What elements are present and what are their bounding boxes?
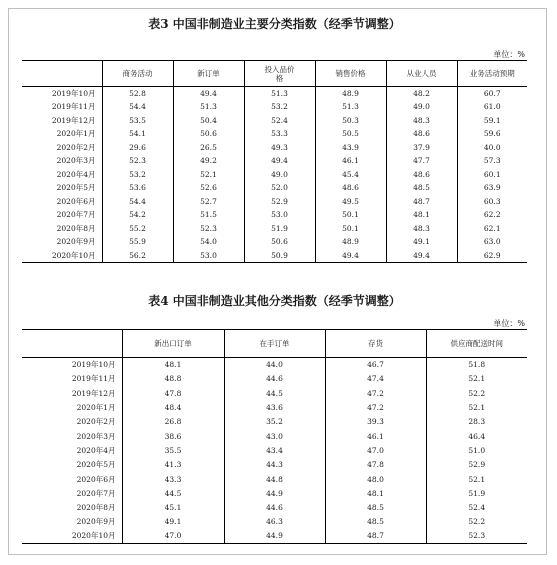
table4-cell-value: 46.4 bbox=[426, 429, 527, 443]
table4-cell-value: 47.8 bbox=[122, 386, 224, 400]
table4-row bbox=[22, 486, 527, 500]
table4-cell-period: 2020年5月 bbox=[76, 460, 116, 470]
table3-cell-value: 53.5 bbox=[102, 114, 173, 128]
table3-cell-value: 48.2 bbox=[386, 87, 457, 101]
table4-cell-value: 52.9 bbox=[426, 458, 527, 472]
table3-row bbox=[22, 127, 527, 141]
table3-cell-value: 50.6 bbox=[244, 235, 315, 249]
table3-header-sales-price: 销售价格 bbox=[315, 61, 386, 87]
table4-cell-value: 44.5 bbox=[224, 386, 325, 400]
table4-cell-period: 2019年12月 bbox=[71, 388, 116, 398]
table3-row bbox=[22, 195, 527, 209]
table4-header-supplier-delivery-time: 供应商配送时间 bbox=[426, 330, 527, 358]
table3-row bbox=[22, 222, 527, 236]
table4-cell-value: 47.2 bbox=[325, 400, 426, 414]
table4-cell-value: 52.2 bbox=[426, 386, 527, 400]
table4-cell-period: 2020年7月 bbox=[76, 488, 116, 498]
table3-cell-value: 48.9 bbox=[315, 87, 386, 101]
table3-cell-value: 53.0 bbox=[173, 249, 244, 263]
table3-cell-value: 29.6 bbox=[102, 141, 173, 155]
table3-cell-period: 2020年5月 bbox=[56, 183, 96, 193]
table4-cell-value: 43.3 bbox=[122, 472, 224, 486]
table3-cell-value: 40.0 bbox=[457, 141, 527, 155]
table3-cell-value: 52.1 bbox=[173, 168, 244, 182]
table3-cell-value: 53.3 bbox=[244, 127, 315, 141]
table4-cell-value: 52.1 bbox=[426, 372, 527, 386]
table4-cell-value: 51.8 bbox=[426, 358, 527, 372]
table4-cell-value: 48.5 bbox=[325, 500, 426, 514]
table3-cell-value: 52.8 bbox=[102, 87, 173, 101]
table3-cell-value: 45.4 bbox=[315, 168, 386, 182]
table4-header-new-export-orders: 新出口订单 bbox=[122, 330, 224, 358]
table3-cell-value: 49.4 bbox=[244, 154, 315, 168]
table4-cell-value: 47.8 bbox=[325, 458, 426, 472]
table3-cell-period: 2020年8月 bbox=[56, 223, 96, 233]
table3-cell-value: 52.0 bbox=[244, 181, 315, 195]
table3-row bbox=[22, 87, 527, 101]
table4-cell-value: 45.1 bbox=[122, 500, 224, 514]
table3-cell-value: 52.7 bbox=[173, 195, 244, 209]
table4-row bbox=[22, 429, 527, 443]
table4-cell-value: 47.0 bbox=[122, 529, 224, 543]
table4-cell-period: 2020年9月 bbox=[76, 517, 116, 527]
table4-row bbox=[22, 372, 527, 386]
table3-cell-value: 48.1 bbox=[386, 208, 457, 222]
table3-cell-value: 48.5 bbox=[386, 181, 457, 195]
table3-cell-value: 63.0 bbox=[457, 235, 527, 249]
table4-cell-value: 44.8 bbox=[224, 472, 325, 486]
table3-cell-value: 59.6 bbox=[457, 127, 527, 141]
table4-section bbox=[22, 293, 527, 544]
table3-cell-period: 2020年7月 bbox=[56, 210, 96, 220]
table3-cell-value: 51.5 bbox=[173, 208, 244, 222]
table3-row bbox=[22, 100, 527, 114]
table3-cell-value: 52.4 bbox=[244, 114, 315, 128]
table4-row bbox=[22, 500, 527, 514]
table3-cell-value: 53.6 bbox=[102, 181, 173, 195]
table3-cell-value: 48.3 bbox=[386, 222, 457, 236]
table3-cell-value: 63.9 bbox=[457, 181, 527, 195]
table3-cell-period: 2020年1月 bbox=[56, 129, 96, 139]
table4 bbox=[22, 329, 527, 544]
table4-row bbox=[22, 358, 527, 372]
table4-row bbox=[22, 515, 527, 529]
table4-cell-period: 2020年3月 bbox=[76, 431, 116, 441]
table4-cell-value: 39.3 bbox=[325, 415, 426, 429]
table4-cell-value: 35.5 bbox=[122, 443, 224, 457]
table3-cell-period: 2020年2月 bbox=[56, 142, 96, 152]
table3-cell-value: 50.1 bbox=[315, 222, 386, 236]
table4-cell-value: 41.3 bbox=[122, 458, 224, 472]
table3-cell-value: 48.3 bbox=[386, 114, 457, 128]
table3-cell-value: 49.4 bbox=[386, 249, 457, 263]
table3-cell-value: 49.4 bbox=[315, 249, 386, 263]
table3-cell-value: 62.2 bbox=[457, 208, 527, 222]
table3-cell-value: 53.2 bbox=[244, 100, 315, 114]
table4-cell-value: 38.6 bbox=[122, 429, 224, 443]
table3-cell-value: 59.1 bbox=[457, 114, 527, 128]
table4-row bbox=[22, 443, 527, 457]
table4-cell-value: 44.5 bbox=[122, 486, 224, 500]
table4-row bbox=[22, 415, 527, 429]
table3-cell-period: 2020年6月 bbox=[56, 196, 96, 206]
table3-cell-value: 60.3 bbox=[457, 195, 527, 209]
table4-body bbox=[22, 358, 527, 544]
table4-cell-value: 46.3 bbox=[224, 515, 325, 529]
table3-cell-value: 50.3 bbox=[315, 114, 386, 128]
table3-header-period bbox=[22, 61, 102, 87]
table3-cell-value: 50.6 bbox=[173, 127, 244, 141]
table3-cell-value: 53.2 bbox=[102, 168, 173, 182]
table3-cell-period: 2019年11月 bbox=[51, 102, 96, 112]
table4-cell-period: 2019年10月 bbox=[71, 360, 116, 370]
table3-cell-value: 62.9 bbox=[457, 249, 527, 263]
table4-cell-period: 2020年4月 bbox=[76, 445, 116, 455]
table4-cell-value: 44.0 bbox=[224, 358, 325, 372]
table3-cell-value: 52.3 bbox=[173, 222, 244, 236]
table4-cell-value: 52.3 bbox=[426, 529, 527, 543]
table4-cell-value: 48.1 bbox=[122, 358, 224, 372]
table3-title: 表3 中国非制造业主要分类指数（经季节调整） bbox=[148, 17, 401, 31]
table4-cell-value: 48.4 bbox=[122, 400, 224, 414]
table4-cell-value: 44.9 bbox=[224, 529, 325, 543]
table4-cell-value: 35.2 bbox=[224, 415, 325, 429]
table3-cell-value: 49.1 bbox=[386, 235, 457, 249]
table3-cell-value: 55.2 bbox=[102, 222, 173, 236]
table3 bbox=[22, 60, 527, 263]
table4-row bbox=[22, 472, 527, 486]
table3-row bbox=[22, 235, 527, 249]
table4-cell-value: 26.8 bbox=[122, 415, 224, 429]
table4-cell-value: 52.4 bbox=[426, 500, 527, 514]
table4-cell-period: 2020年6月 bbox=[76, 474, 116, 484]
table4-cell-value: 51.9 bbox=[426, 486, 527, 500]
table3-row bbox=[22, 154, 527, 168]
table4-cell-value: 43.6 bbox=[224, 400, 325, 414]
table3-cell-value: 49.0 bbox=[386, 100, 457, 114]
table4-cell-value: 49.1 bbox=[122, 515, 224, 529]
table3-row bbox=[22, 181, 527, 195]
table3-cell-value: 46.1 bbox=[315, 154, 386, 168]
table4-cell-period: 2019年11月 bbox=[71, 374, 116, 384]
table3-cell-value: 52.3 bbox=[102, 154, 173, 168]
table3-cell-value: 48.6 bbox=[386, 127, 457, 141]
table3-header-employment: 从业人员 bbox=[386, 61, 457, 87]
table4-cell-value: 48.8 bbox=[122, 372, 224, 386]
table3-cell-value: 50.1 bbox=[315, 208, 386, 222]
table3-cell-value: 51.3 bbox=[315, 100, 386, 114]
table3-cell-value: 53.0 bbox=[244, 208, 315, 222]
table3-cell-value: 54.0 bbox=[173, 235, 244, 249]
table3-cell-value: 43.9 bbox=[315, 141, 386, 155]
table3-cell-value: 47.7 bbox=[386, 154, 457, 168]
table3-cell-value: 54.4 bbox=[102, 195, 173, 209]
table4-header-backlog-orders: 在手订单 bbox=[224, 330, 325, 358]
table3-cell-value: 60.7 bbox=[457, 87, 527, 101]
table4-cell-value: 52.2 bbox=[426, 515, 527, 529]
table3-cell-period: 2019年12月 bbox=[51, 115, 96, 125]
table4-cell-value: 44.9 bbox=[224, 486, 325, 500]
table3-cell-value: 62.1 bbox=[457, 222, 527, 236]
table4-cell-value: 44.3 bbox=[224, 458, 325, 472]
table3-cell-value: 54.4 bbox=[102, 100, 173, 114]
table3-cell-value: 50.9 bbox=[244, 249, 315, 263]
table3-section bbox=[22, 16, 527, 263]
table3-row bbox=[22, 249, 527, 263]
table4-cell-period: 2020年1月 bbox=[76, 403, 116, 413]
table4-cell-value: 44.6 bbox=[224, 372, 325, 386]
table3-cell-value: 57.3 bbox=[457, 154, 527, 168]
table3-cell-period: 2020年4月 bbox=[56, 169, 96, 179]
table4-cell-value: 47.2 bbox=[325, 386, 426, 400]
table4-cell-value: 52.1 bbox=[426, 472, 527, 486]
table3-header-expectation bbox=[457, 61, 527, 87]
table3-cell-value: 60.1 bbox=[457, 168, 527, 182]
table3-cell-value: 51.3 bbox=[244, 87, 315, 101]
table3-row bbox=[22, 208, 527, 222]
table4-unit: 单位：% bbox=[493, 319, 525, 328]
table4-cell-period: 2020年2月 bbox=[76, 417, 116, 427]
table4-title: 表4 中国非制造业其他分类指数（经季节调整） bbox=[148, 294, 401, 308]
table4-cell-value: 48.5 bbox=[325, 515, 426, 529]
table3-cell-period: 2020年3月 bbox=[56, 156, 96, 166]
table3-cell-value: 50.5 bbox=[315, 127, 386, 141]
table3-cell-value: 49.0 bbox=[244, 168, 315, 182]
table3-header-business-activity: 商务活动 bbox=[102, 61, 173, 87]
table4-cell-value: 48.0 bbox=[325, 472, 426, 486]
table4-header-inventory: 存货 bbox=[325, 330, 426, 358]
table4-cell-period: 2020年10月 bbox=[71, 531, 116, 541]
table3-cell-value: 49.5 bbox=[315, 195, 386, 209]
table4-header-row bbox=[22, 330, 527, 358]
table3-row bbox=[22, 141, 527, 155]
table4-cell-value: 46.7 bbox=[325, 358, 426, 372]
table4-cell-value: 51.0 bbox=[426, 443, 527, 457]
table4-cell-value: 43.4 bbox=[224, 443, 325, 457]
table4-cell-value: 47.4 bbox=[325, 372, 426, 386]
table3-cell-period: 2020年10月 bbox=[51, 250, 96, 260]
table3-cell-period: 2020年9月 bbox=[56, 237, 96, 247]
table3-cell-value: 55.9 bbox=[102, 235, 173, 249]
table3-cell-value: 37.9 bbox=[386, 141, 457, 155]
table3-header-input-price-label: 投入品价格 bbox=[264, 64, 295, 83]
table4-cell-value: 43.0 bbox=[224, 429, 325, 443]
table4-cell-value: 52.1 bbox=[426, 400, 527, 414]
table4-cell-value: 46.1 bbox=[325, 429, 426, 443]
table3-cell-value: 61.0 bbox=[457, 100, 527, 114]
table3-cell-value: 50.4 bbox=[173, 114, 244, 128]
table4-cell-value: 48.7 bbox=[325, 529, 426, 543]
table3-cell-value: 51.3 bbox=[173, 100, 244, 114]
table3-cell-value: 52.9 bbox=[244, 195, 315, 209]
table4-cell-value: 47.0 bbox=[325, 443, 426, 457]
table3-cell-value: 49.2 bbox=[173, 154, 244, 168]
table4-cell-period: 2020年8月 bbox=[76, 503, 116, 513]
table3-cell-value: 54.1 bbox=[102, 127, 173, 141]
table3-cell-value: 48.9 bbox=[315, 235, 386, 249]
table4-row bbox=[22, 386, 527, 400]
table3-cell-value: 49.4 bbox=[173, 87, 244, 101]
table3-cell-value: 54.2 bbox=[102, 208, 173, 222]
table3-header-expectation-label: 业务活动预期 bbox=[469, 69, 515, 78]
table3-header-row bbox=[22, 61, 527, 87]
table3-cell-period: 2019年10月 bbox=[51, 89, 96, 98]
table3-cell-value: 52.6 bbox=[173, 181, 244, 195]
table3-unit: 单位：% bbox=[493, 50, 525, 59]
table4-cell-value: 28.3 bbox=[426, 415, 527, 429]
table4-cell-value: 44.6 bbox=[224, 500, 325, 514]
table4-header-period bbox=[22, 330, 122, 358]
table4-cell-value: 48.1 bbox=[325, 486, 426, 500]
table3-row bbox=[22, 168, 527, 182]
table3-row bbox=[22, 114, 527, 128]
table3-header-new-orders: 新订单 bbox=[173, 61, 244, 87]
table3-cell-value: 49.3 bbox=[244, 141, 315, 155]
table3-cell-value: 48.7 bbox=[386, 195, 457, 209]
table3-cell-value: 48.6 bbox=[315, 181, 386, 195]
table3-body bbox=[22, 87, 527, 263]
table3-cell-value: 26.5 bbox=[173, 141, 244, 155]
table4-row bbox=[22, 529, 527, 543]
table3-cell-value: 48.6 bbox=[386, 168, 457, 182]
table3-cell-value: 56.2 bbox=[102, 249, 173, 263]
table3-header-input-price bbox=[244, 61, 315, 87]
table4-row bbox=[22, 458, 527, 472]
table4-row bbox=[22, 400, 527, 414]
table3-cell-value: 51.9 bbox=[244, 222, 315, 236]
